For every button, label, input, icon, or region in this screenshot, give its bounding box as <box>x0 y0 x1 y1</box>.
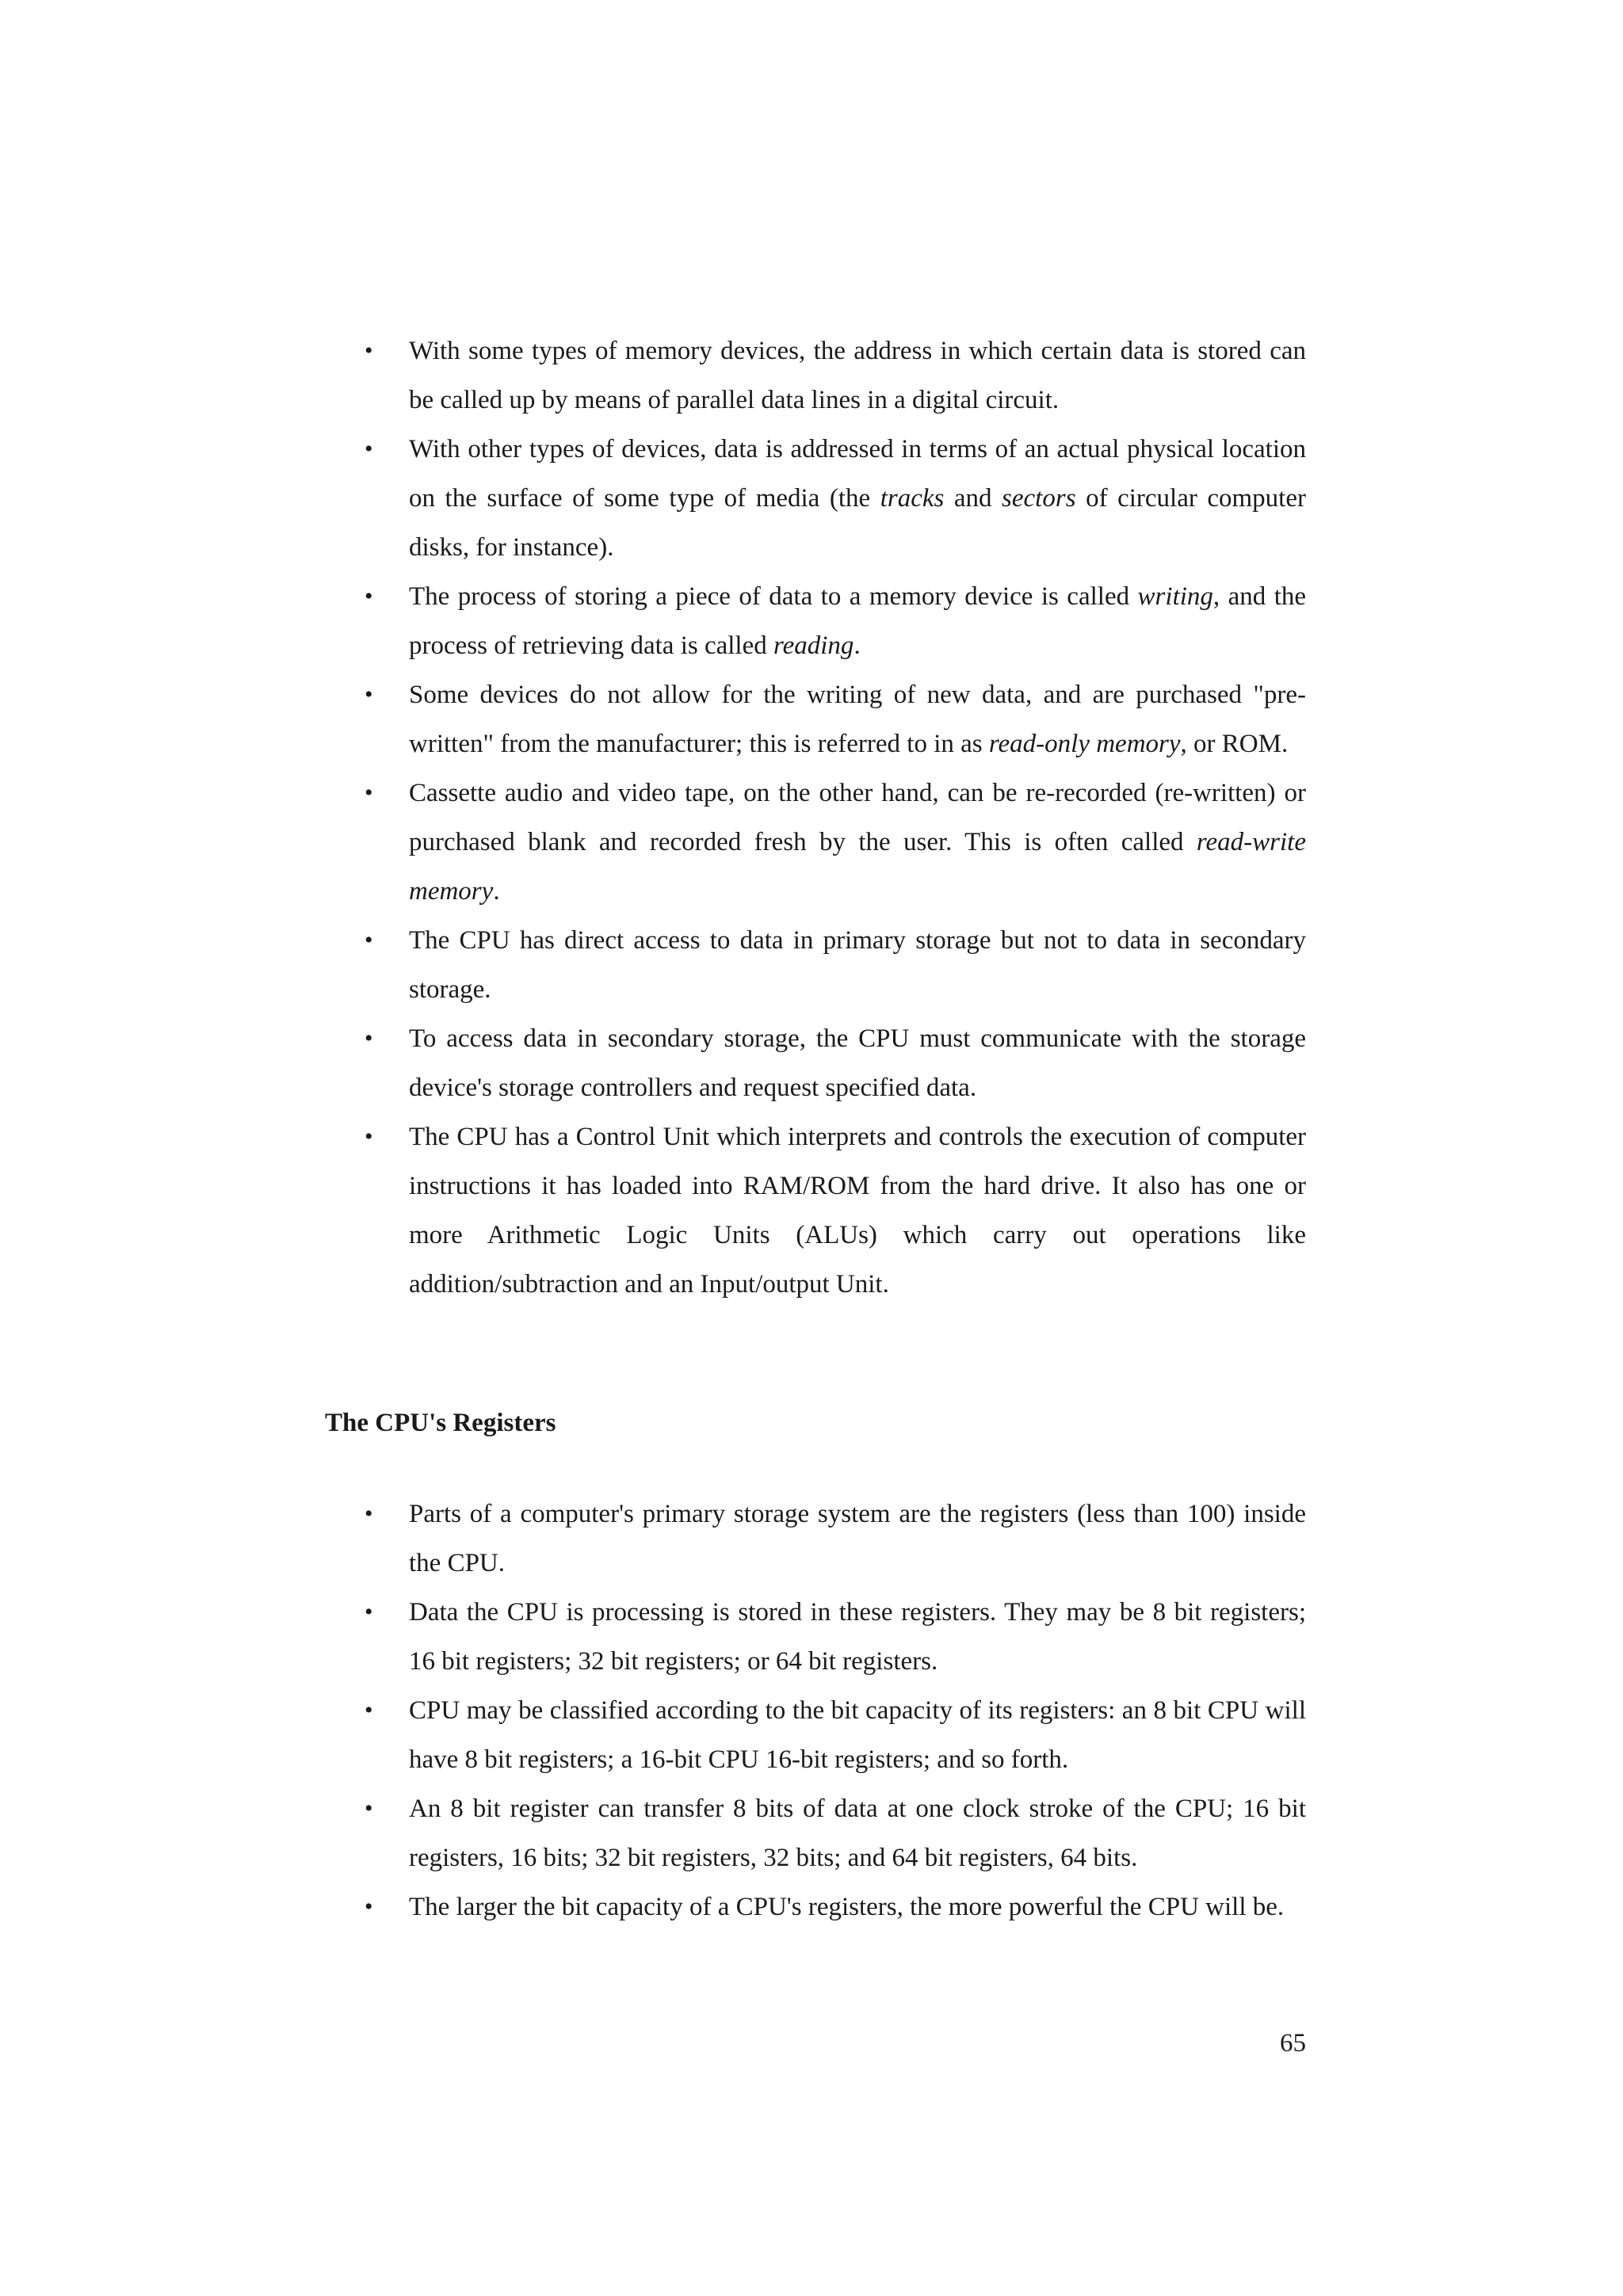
bullet-icon: • <box>365 436 373 462</box>
italic-term: sectors <box>1002 484 1076 513</box>
bullet-icon: • <box>365 1795 373 1821</box>
list-item: • To access data in secondary storage, the CPU must communicate with the storage device's storage controllers and request specified data. <box>409 1014 1306 1112</box>
section-heading: The CPU's Registers <box>325 1409 556 1437</box>
bullet-icon: • <box>365 780 373 806</box>
list-item: • The larger the bit capacity of a CPU's registers, the more powerful the CPU will be. <box>409 1882 1306 1932</box>
list-item: • Some devices do not allow for the writing of new data, and are purchased "pre-written" from the manufacturer; this is referred to in as read-only memory, or ROM. <box>409 670 1306 769</box>
list-item: • The CPU has a Control Unit which interprets and controls the execution of computer instructions it has loaded into RAM/ROM from the hard drive. It also has one or more Arithmetic Logic Units (ALUs) which carry out operations like addition/subtraction and an Input/output Unit. <box>409 1112 1306 1309</box>
list-item: • Cassette audio and video tape, on the other hand, can be re-recorded (re-written) or purchased blank and recorded fresh by the user. This is often called read-write memory. <box>409 769 1306 916</box>
list-item: • With other types of devices, data is addressed in terms of an actual physical location on the surface of some type of media (the tracks and sectors of circular computer disks, for instance). <box>409 425 1306 572</box>
italic-term: writing <box>1137 582 1213 611</box>
italic-term: read-write memory <box>409 828 1306 906</box>
list-item: • An 8 bit register can transfer 8 bits of data at one clock stroke of the CPU; 16 bit registers, 16 bits; 32 bit registers, 32 bits; and 64 bit registers, 64 bits. <box>409 1784 1306 1882</box>
list-item: • With some types of memory devices, the address in which certain data is stored can be called up by means of parallel data lines in a digital circuit. <box>409 326 1306 425</box>
bullet-icon: • <box>365 1599 373 1625</box>
list-item: • Data the CPU is processing is stored in these registers. They may be 8 bit registers; 16 bit registers; 32 bit registers; or 64 bit registers. <box>409 1588 1306 1686</box>
bullet-icon: • <box>365 1025 373 1051</box>
bullet-icon: • <box>365 1894 373 1920</box>
italic-term: reading <box>773 631 854 660</box>
list-item: • Parts of a computer's primary storage system are the registers (less than 100) inside the CPU. <box>409 1489 1306 1588</box>
bullet-icon: • <box>365 1501 373 1527</box>
page-number: 65 <box>1280 2029 1306 2058</box>
bullet-list-memory <box>365 326 1307 1309</box>
italic-term: read-only memory <box>988 730 1181 758</box>
list-item: • The process of storing a piece of data to a memory device is called writing, and the process of retrieving data is called reading. <box>409 572 1306 670</box>
list-item: • The CPU has direct access to data in primary storage but not to data in secondary storage. <box>409 916 1306 1014</box>
bullet-icon: • <box>365 1697 373 1723</box>
italic-term: tracks <box>880 484 945 513</box>
bullet-icon: • <box>365 338 373 364</box>
bullet-icon: • <box>365 1123 373 1150</box>
bullet-list-registers <box>365 1489 1306 1932</box>
bullet-icon: • <box>365 583 373 609</box>
bullet-icon: • <box>365 927 373 953</box>
list-item: • CPU may be classified according to the bit capacity of its registers: an 8 bit CPU will have 8 bit registers; a 16-bit CPU 16-bit registers; and so forth. <box>409 1686 1306 1784</box>
bullet-icon: • <box>365 681 373 707</box>
